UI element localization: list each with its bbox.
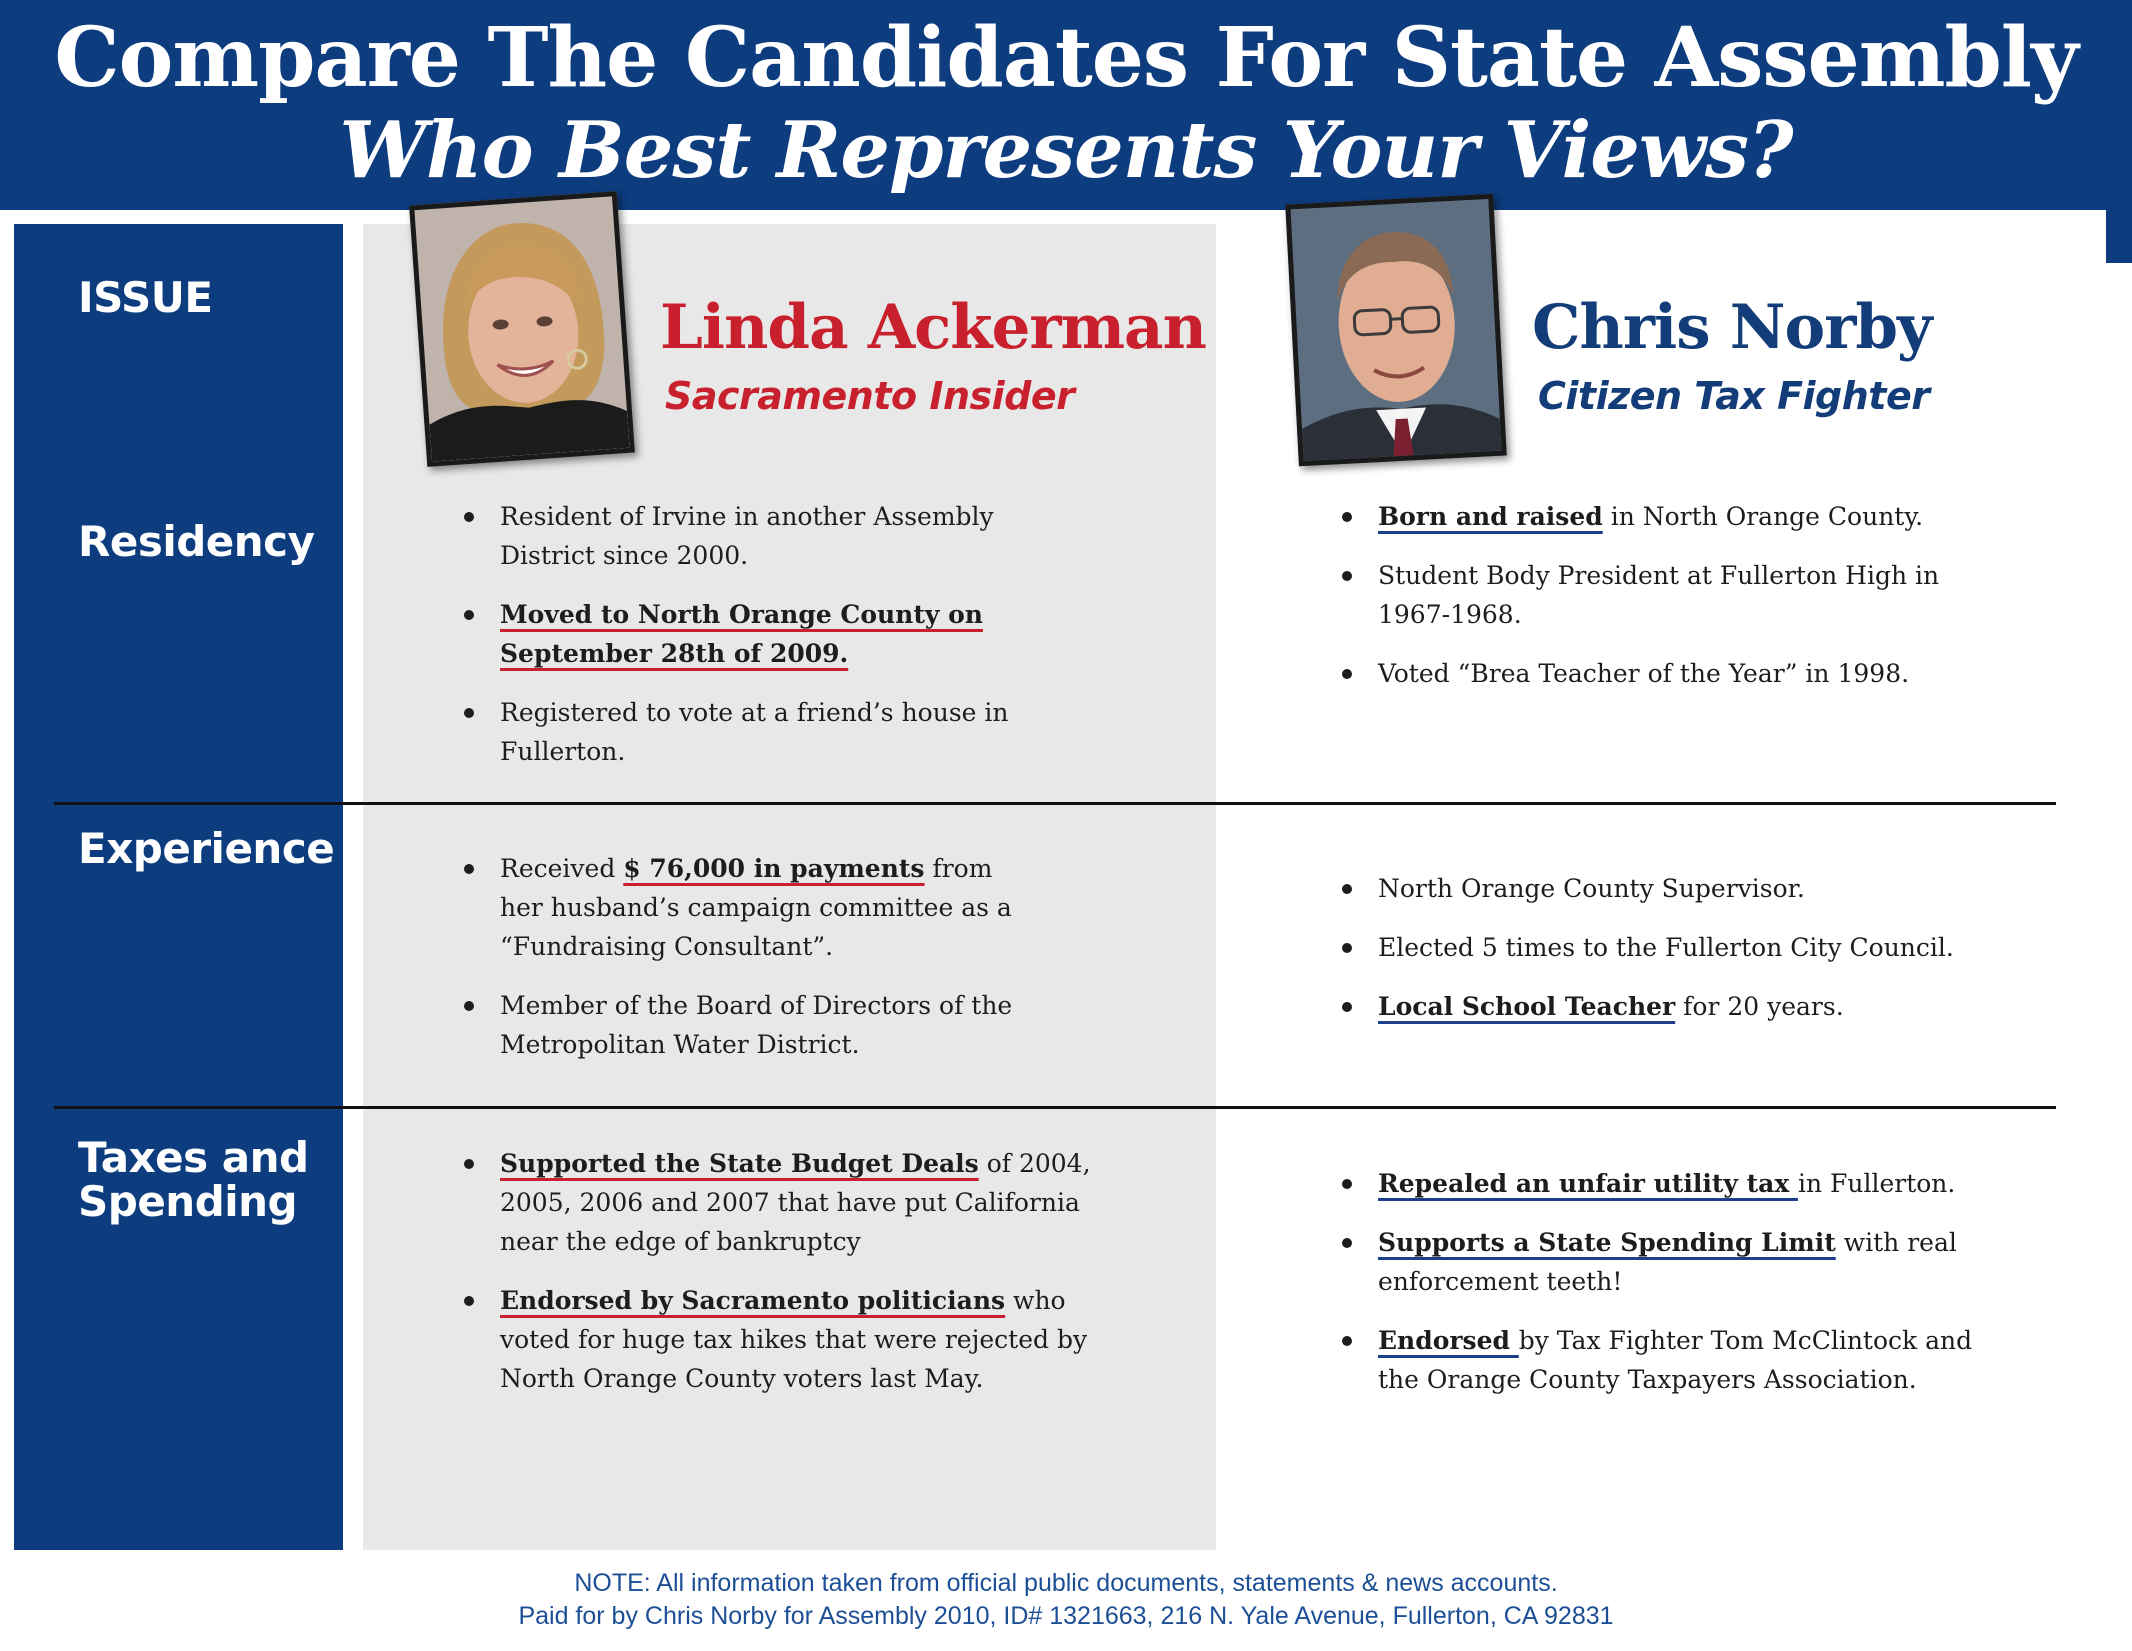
candidate-b-portrait-icon [1291,199,1502,461]
list-item: Registered to vote at a friend’s house in Fullerton. [464,693,1024,771]
issue-taxes [78,1133,309,1226]
candidate-a-photo [409,191,635,467]
issue-column [14,224,343,1550]
list-item: Elected 5 times to the Fullerton City Council. [1342,928,1982,967]
footer-paid-for: Paid for by Chris Norby for Assembly 2010, ID# 1321663, 216 N. Yale Avenue, Fullerton, CA 92831 [518,1602,1614,1630]
issue-residency: Residency [78,517,315,566]
row-divider-experience [54,802,2056,805]
candidate-a-tagline: Sacramento Insider [665,374,1075,418]
issue-taxes-line2: Spending [78,1177,298,1226]
header-banner-tab [2106,205,2132,263]
footer-note: NOTE: All information taken from official public documents, statements & news accounts. [574,1569,1558,1597]
list-item: Received $ 76,000 in payments from her husband’s campaign committee as a “Fundraising Consultant”. [464,849,1024,966]
candidate-a-experience-list [464,849,1024,1084]
list-item: Student Body President at Fullerton High in 1967-1968. [1342,556,1942,634]
candidate-b-experience-list [1342,869,1982,1046]
candidate-b-name: Chris Norby [1532,292,1932,363]
candidate-a-residency-list [464,497,1024,791]
candidate-b-photo [1285,194,1506,467]
list-item: Endorsed by Tax Fighter Tom McClintock and the Orange County Taxpayers Association. [1342,1321,1982,1399]
page-title: Compare The Candidates For State Assembly [54,10,2078,106]
issue-heading: ISSUE [78,273,213,322]
candidate-b-taxes-list [1342,1164,1982,1419]
list-item: Repealed an unfair utility tax in Fullerton. [1342,1164,1982,1203]
candidate-b-residency-list [1342,497,1942,713]
list-item: North Orange County Supervisor. [1342,869,1982,908]
list-item: Local School Teacher for 20 years. [1342,987,1982,1026]
row-divider-taxes [54,1106,2056,1109]
issue-experience: Experience [78,824,335,873]
issue-taxes-line1: Taxes and [78,1133,309,1182]
candidate-a-taxes-list [464,1144,1124,1418]
list-item: Member of the Board of Directors of the Metropolitan Water District. [464,986,1024,1064]
page-subtitle: Who Best Represents Your Views? [339,105,1793,196]
list-item: Moved to North Orange County on September 28th of 2009. [464,595,1024,673]
candidate-b-tagline: Citizen Tax Fighter [1538,374,1930,418]
list-item: Resident of Irvine in another Assembly District since 2000. [464,497,1024,575]
list-item: Supported the State Budget Deals of 2004, 2005, 2006 and 2007 that have put California near the edge of bankruptcy [464,1144,1124,1261]
list-item: Born and raised in North Orange County. [1342,497,1942,536]
candidate-a-portrait-icon [414,196,629,461]
list-item: Supports a State Spending Limit with real enforcement teeth! [1342,1223,1982,1301]
candidate-a-name: Linda Ackerman [660,292,1206,363]
list-item: Voted “Brea Teacher of the Year” in 1998. [1342,654,1942,693]
list-item: Endorsed by Sacramento politicians who voted for huge tax hikes that were rejected by North Orange County voters last May. [464,1281,1124,1398]
